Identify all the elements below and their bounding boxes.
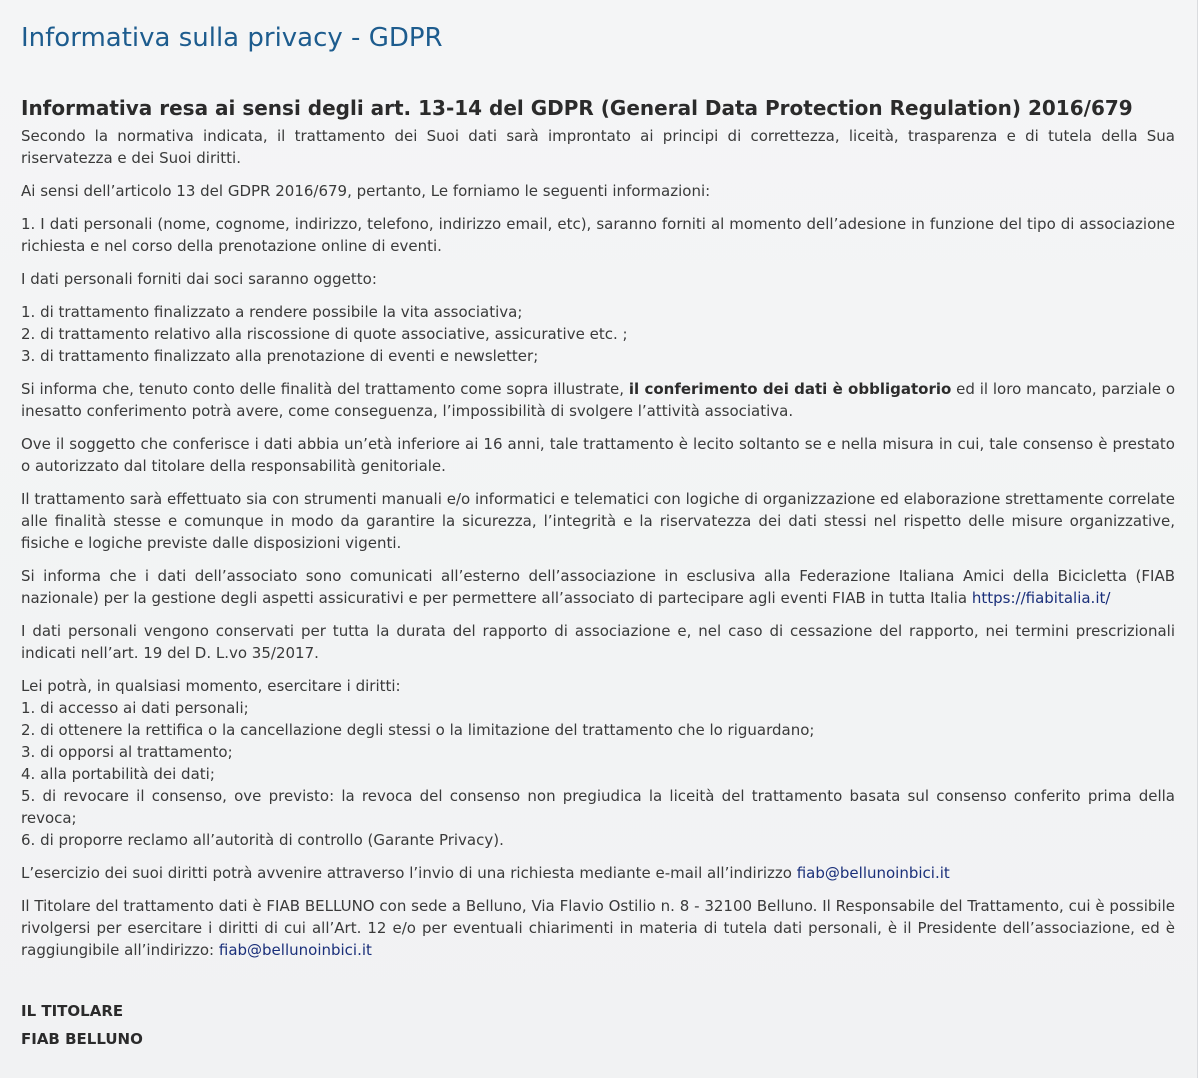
email-link[interactable]: fiab@bellunoinbici.it bbox=[796, 864, 950, 882]
paragraph-principles: Secondo la normativa indicata, il trattamento dei Suoi dati sarà improntato ai principi di correttezza, liceità, trasparenza e di tutela della Sua riservatezza e dei Suoi diritti. bbox=[21, 127, 1175, 167]
section-heading: Informativa resa ai sensi degli art. 13-14 del GDPR (General Data Protection Regulation) 2016/679 bbox=[21, 96, 1133, 120]
rights-intro: Lei potrà, in qualsiasi momento, esercitare i diritti: bbox=[21, 677, 401, 695]
paragraph-retention: I dati personali vengono conservati per tutta la durata del rapporto di associazione e, nel caso di cessazione del rapporto, nei termini prescrizionali indicati nell’art. 19 del D. L.vo 35/2017. bbox=[21, 622, 1175, 662]
page-title: Informativa sulla privacy - GDPR bbox=[21, 23, 443, 53]
communication-text: Si informa che i dati dell’associato sono comunicati all’esterno dell’associazione in esclusiva alla Federazione Italiana Amici della Bicicletta (FIAB nazionale) per la gestione degli aspetti assicurativi e per permettere all’associato di partecipare agli eventi FIAB in tutta Italia bbox=[21, 567, 1175, 607]
mandatory-text-after: ed il loro mancato, parziale o inesatto conferimento potrà avere, come conseguenza, l’impossibilità di svolgere l’attività associativa. bbox=[21, 380, 1175, 420]
mandatory-text-before: Si informa che, tenuto conto delle finalità del trattamento come sopra illustrate, bbox=[21, 380, 629, 398]
purpose-item: 2. di trattamento relativo alla riscossione di quote associative, assicurative etc. ; bbox=[21, 325, 628, 343]
paragraph-data-collected: 1. I dati personali (nome, cognome, indirizzo, telefono, indirizzo email, etc), saranno forniti al momento dell’adesione in funzione del tipo di associazione richiesta e nel corso della prenotazione online di eventi. bbox=[21, 215, 1175, 255]
paragraph-communication bbox=[21, 565, 1175, 609]
signature-org: FIAB BELLUNO bbox=[21, 1030, 143, 1048]
rights-item: 1. di accesso ai dati personali; bbox=[21, 699, 249, 717]
paragraph-controller bbox=[21, 895, 1175, 961]
paragraph-intro: Ai sensi dell’articolo 13 del GDPR 2016/679, pertanto, Le forniamo le seguenti informazioni: bbox=[21, 182, 711, 200]
signature-title: IL TITOLARE bbox=[21, 1002, 124, 1020]
purpose-item: 3. di trattamento finalizzato alla prenotazione di eventi e newsletter; bbox=[21, 347, 539, 365]
paragraph-purposes-intro: I dati personali forniti dai soci saranno oggetto: bbox=[21, 270, 377, 288]
privacy-body bbox=[21, 125, 1175, 961]
paragraph-minors: Ove il soggetto che conferisce i dati abbia un’età inferiore ai 16 anni, tale trattamento è lecito soltanto se e nella misura in cui, tale consenso è prestato o autorizzato dal titolare della responsabilità genitoriale. bbox=[21, 435, 1175, 475]
rights-item: 5. di revocare il consenso, ove previsto: la revoca del consenso non pregiudica la liceità del trattamento basata sul consenso conferito prima della revoca; bbox=[21, 787, 1175, 827]
rights-list bbox=[21, 675, 1175, 851]
fiabitalia-link[interactable]: https://fiabitalia.it/ bbox=[971, 589, 1111, 607]
signature-block bbox=[21, 1000, 1175, 1050]
purposes-list bbox=[21, 301, 1175, 367]
paragraph-exercise-rights bbox=[21, 862, 1175, 884]
exercise-rights-text: L’esercizio dei suoi diritti potrà avvenire attraverso l’invio di una richiesta mediante e-mail all’indirizzo bbox=[21, 864, 797, 882]
paragraph-mandatory bbox=[21, 378, 1175, 422]
paragraph-processing: Il trattamento sarà effettuato sia con strumenti manuali e/o informatici e telematici con logiche di organizzazione ed elaborazione strettamente correlate alle finalità stesse e comunque in modo da garantire la sicurezza, l’integrità e la riservatezza dei dati stessi nel rispetto delle misure organizzative, fisiche e logiche previste dalle disposizioni vigenti. bbox=[21, 490, 1175, 552]
rights-item: 3. di opporsi al trattamento; bbox=[21, 743, 233, 761]
purpose-item: 1. di trattamento finalizzato a rendere possibile la vita associativa; bbox=[21, 303, 523, 321]
rights-item: 4. alla portabilità dei dati; bbox=[21, 765, 215, 783]
mandatory-bold-text: il conferimento dei dati è obbligatorio bbox=[628, 380, 952, 398]
controller-email-link[interactable]: fiab@bellunoinbici.it bbox=[218, 941, 372, 959]
rights-item: 6. di proporre reclamo all’autorità di controllo (Garante Privacy). bbox=[21, 831, 504, 849]
rights-item: 2. di ottenere la rettifica o la cancellazione degli stessi o la limitazione del trattamento che lo riguardano; bbox=[21, 721, 815, 739]
controller-text: Il Titolare del trattamento dati è FIAB BELLUNO con sede a Belluno, Via Flavio Ostilio n. 8 - 32100 Belluno. Il Responsabile del Trattamento, cui è possibile rivolgersi per esercitare i diritti di cui all’Art. 12 e/o per eventuali chiarimenti in materia di tutela dati personali, è il Presidente dell’associazione, ed è raggiungibile all’indirizzo: bbox=[21, 897, 1175, 959]
